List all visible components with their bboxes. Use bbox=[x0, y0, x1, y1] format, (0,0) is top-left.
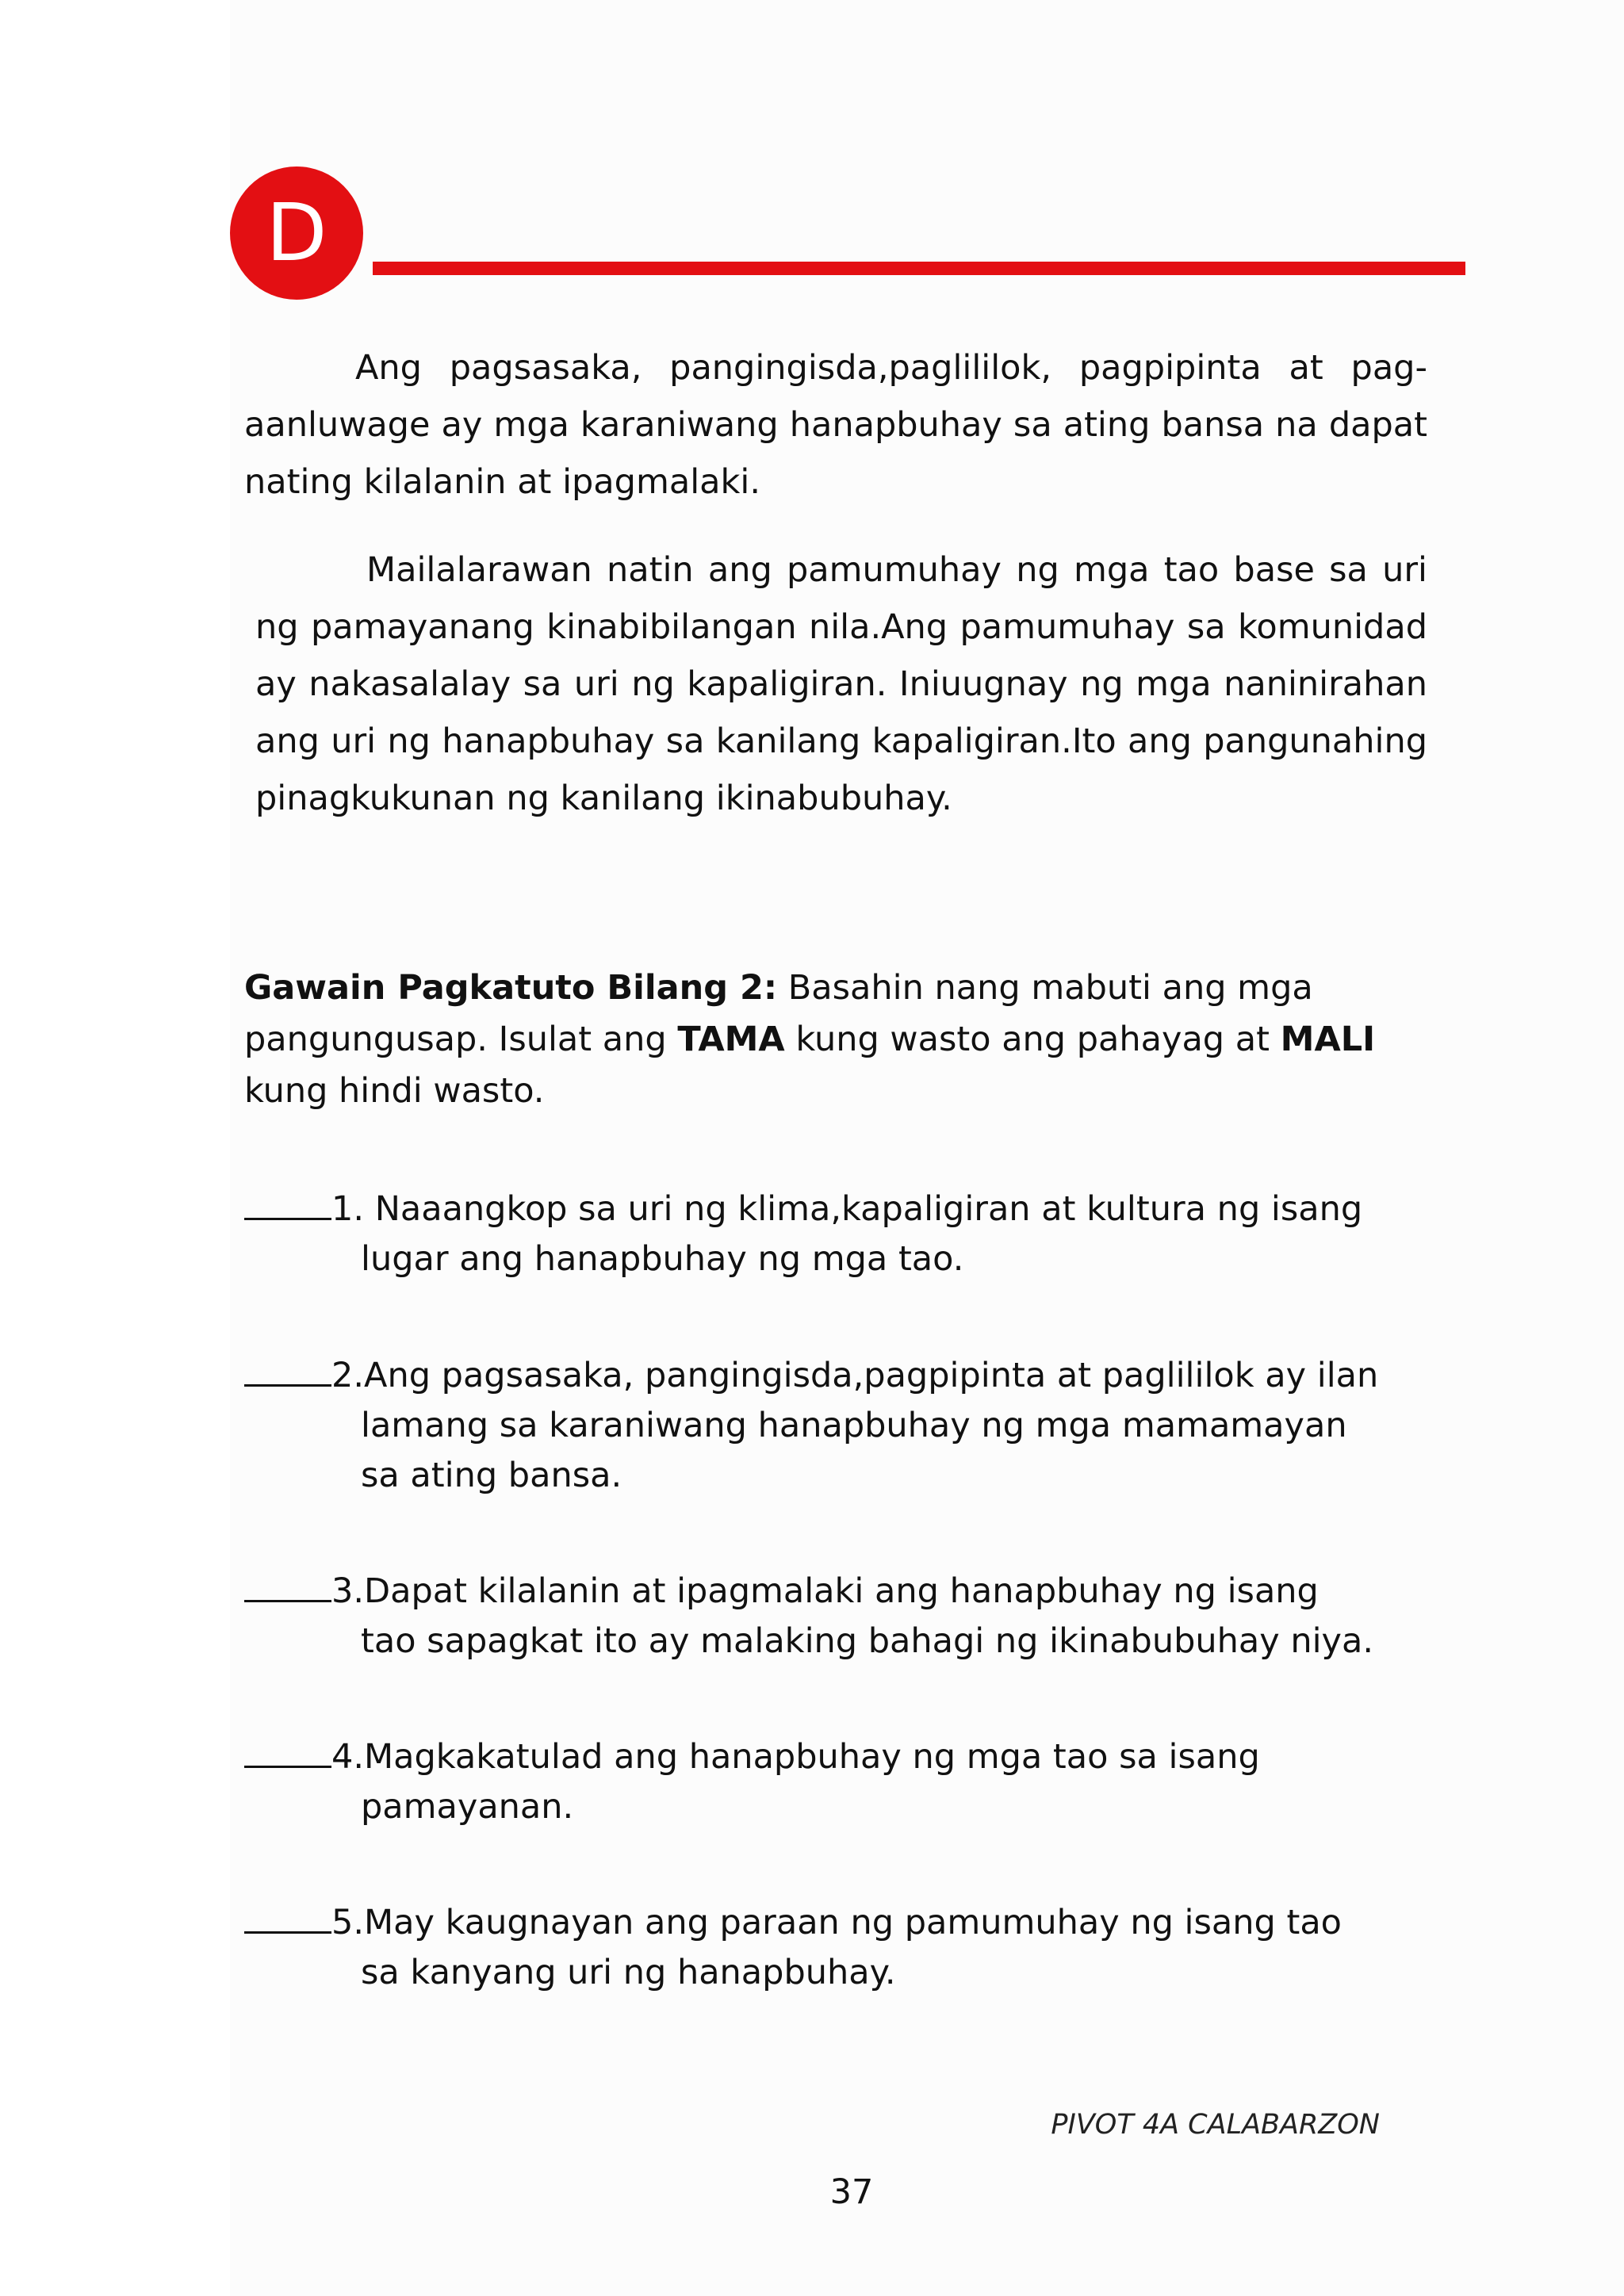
task-label: Gawain Pagkatuto Bilang 2: bbox=[244, 968, 778, 1008]
footer-source: PIVOT 4A CALABARZON bbox=[1051, 2109, 1380, 2141]
question-number: 2. bbox=[331, 1356, 365, 1395]
question-item-5 bbox=[244, 1898, 1450, 1998]
intro-paragraph-1 bbox=[244, 339, 1427, 511]
keyword-mali: MALI bbox=[1280, 1020, 1376, 1059]
question-line bbox=[244, 1184, 1450, 1234]
task-text-2: kung wasto ang pahayag at bbox=[784, 1020, 1281, 1059]
question-text: Naaangkop sa uri ng klima,kapaligiran at kultura ng isang bbox=[374, 1189, 1363, 1229]
question-item-4 bbox=[244, 1732, 1450, 1832]
answer-blank-1[interactable] bbox=[244, 1188, 331, 1220]
question-number: 4. bbox=[331, 1737, 365, 1777]
question-text: Magkakatulad ang hanapbuhay ng mga tao sa isang bbox=[364, 1737, 1260, 1777]
question-number: 5. bbox=[331, 1903, 365, 1942]
question-number: 3. bbox=[331, 1571, 365, 1611]
answer-blank-4[interactable] bbox=[244, 1735, 331, 1768]
keyword-tama: TAMA bbox=[677, 1020, 785, 1059]
task-text-3: kung hindi wasto. bbox=[244, 1071, 545, 1111]
intro-paragraph-2-text: Mailalarawan natin ang pamumuhay ng mga tao base sa uri ng pamayanang kinabibilangan nila.Ang pamumuhay sa komunidad ay nakasalalay sa uri ng kapaligiran. Iniuugnay ng mga naninirahan ang uri ng hanapbuhay sa kanilang kapaligiran.Ito ang pangunahing pinagkukunan ng kanilang ikinabubuhay. bbox=[255, 550, 1427, 818]
task-text-1: Basahin nang mabuti ang mga pangungusap. Isulat ang bbox=[244, 968, 1313, 1059]
question-line bbox=[244, 1732, 1450, 1782]
question-text-continued: lugar ang hanapbuhay ng mga tao. bbox=[361, 1239, 964, 1279]
section-divider-line bbox=[373, 262, 1465, 275]
answer-blank-3[interactable] bbox=[244, 1570, 331, 1602]
intro-paragraph-2 bbox=[255, 541, 1427, 827]
question-text-continued: pamayanan. bbox=[361, 1787, 574, 1827]
question-item-3 bbox=[244, 1567, 1450, 1667]
question-line bbox=[244, 1898, 1450, 1948]
question-item-2 bbox=[244, 1351, 1450, 1501]
task-instructions bbox=[244, 962, 1434, 1117]
question-text: Dapat kilalanin at ipagmalaki ang hanapbuhay ng isang bbox=[364, 1571, 1319, 1611]
question-text: May kaugnayan ang paraan ng pamumuhay ng isang tao bbox=[364, 1903, 1342, 1942]
page-number: 37 bbox=[829, 2172, 874, 2212]
question-line bbox=[244, 1351, 1450, 1401]
intro-paragraph-1-text: Ang pagsasaka, pangingisda,paglililok, pagpipinta at pag-aanluwage ay mga karaniwang hanapbuhay sa ating bansa na dapat nating kilalanin at ipagmalaki. bbox=[244, 348, 1427, 502]
question-text: Ang pagsasaka, pangingisda,pagpipinta at paglililok ay ilan bbox=[364, 1356, 1379, 1395]
section-header bbox=[230, 166, 1467, 301]
question-text-continued: tao sapagkat ito ay malaking bahagi ng ikinabubuhay niya. bbox=[361, 1621, 1374, 1661]
answer-blank-2[interactable] bbox=[244, 1354, 331, 1387]
question-item-1 bbox=[244, 1184, 1450, 1284]
question-line bbox=[244, 1567, 1450, 1617]
answer-blank-5[interactable] bbox=[244, 1901, 331, 1934]
question-number: 1. bbox=[331, 1189, 375, 1229]
question-text-continued: sa ating bansa. bbox=[361, 1456, 622, 1495]
question-text-continued: lamang sa karaniwang hanapbuhay ng mga mamamayan bbox=[361, 1406, 1347, 1445]
section-letter-badge: D bbox=[230, 166, 363, 300]
question-text-continued: sa kanyang uri ng hanapbuhay. bbox=[361, 1953, 896, 1992]
